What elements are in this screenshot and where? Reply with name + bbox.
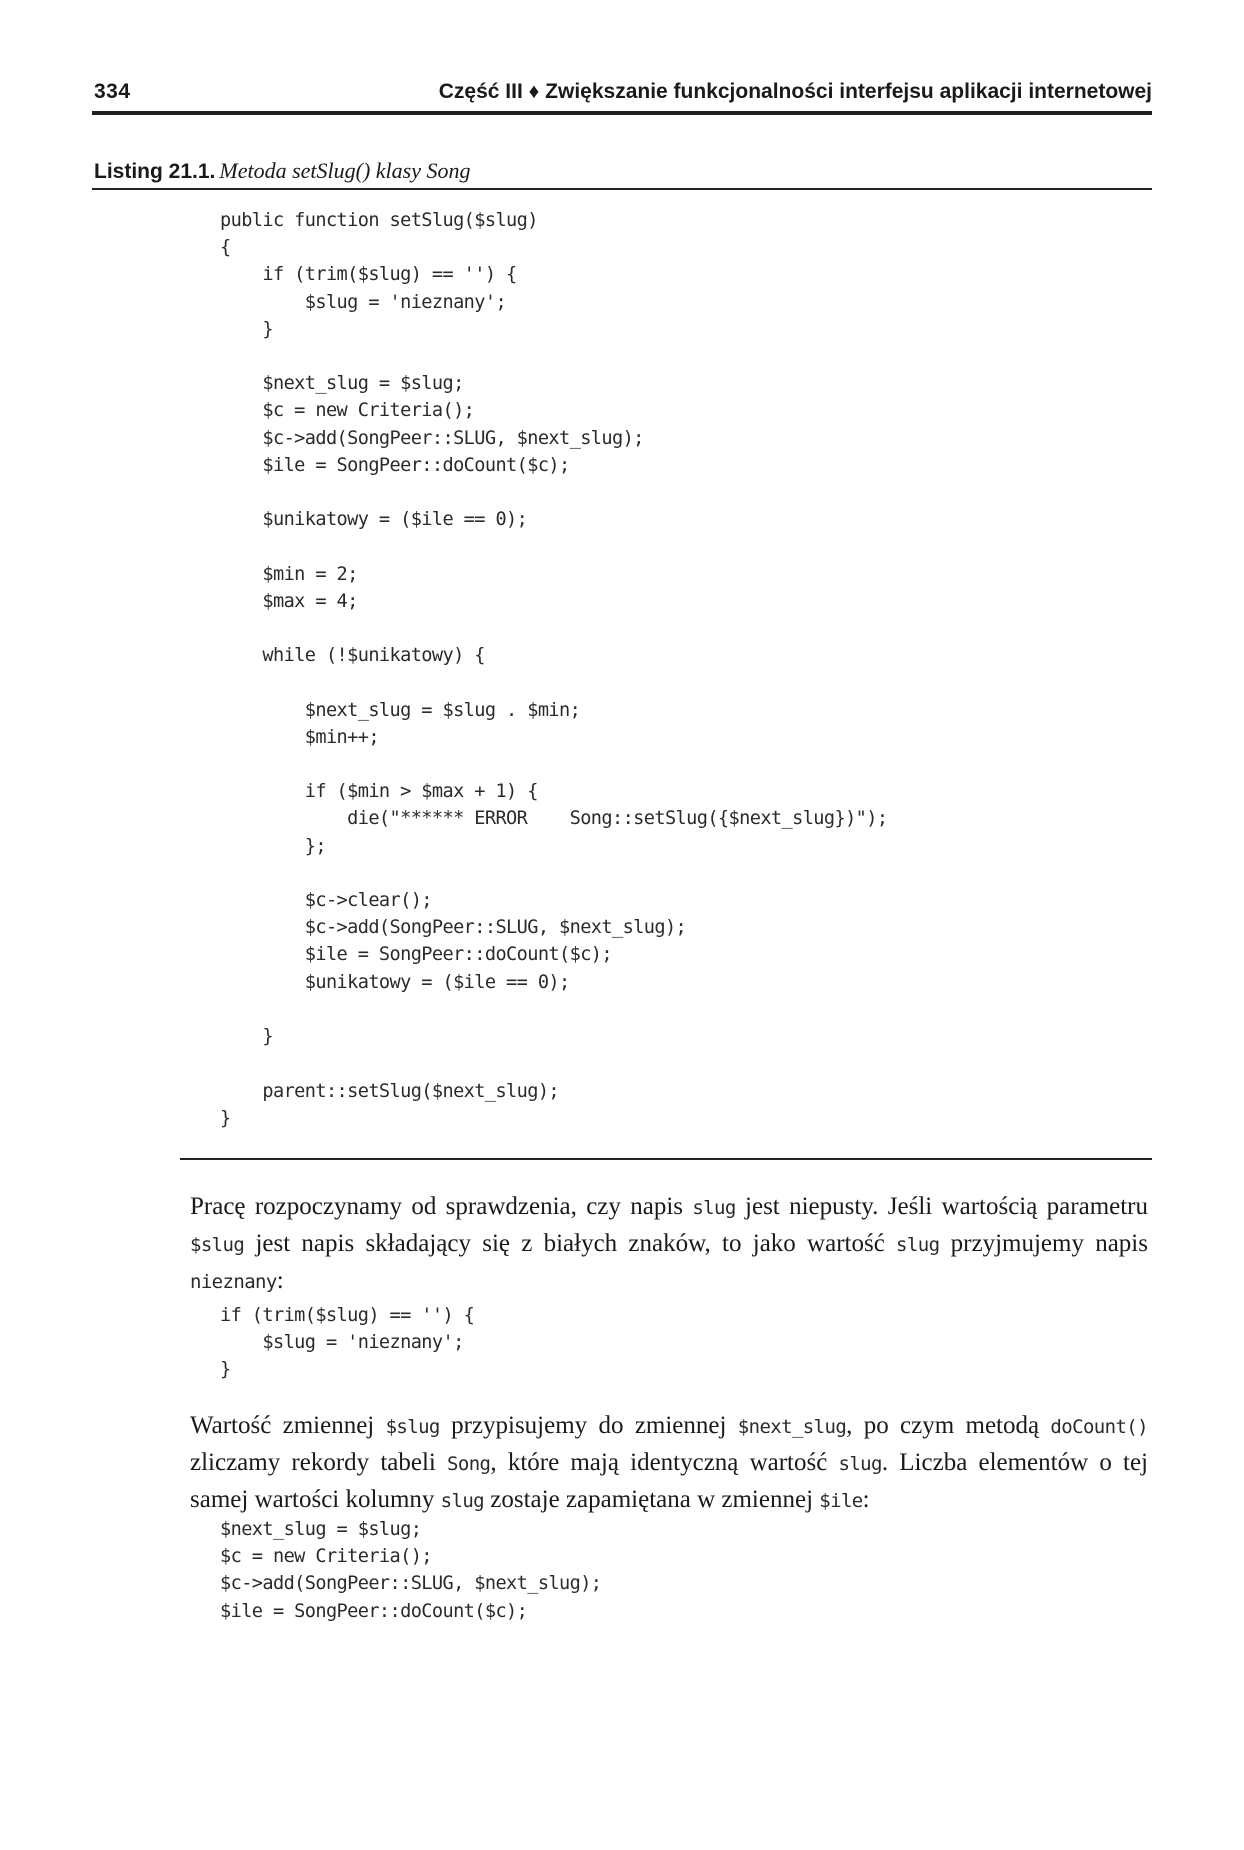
inline-code: slug bbox=[838, 1453, 882, 1475]
paragraph-text: Wartość zmiennej bbox=[190, 1412, 386, 1439]
listing-code: public function setSlug($slug) { if (trim($slug) == '') { $slug = 'nieznany'; } $next_slug = $slug; $c = new Criteria(); $c->add(SongPeer::SLUG, $next_slug); $ile = SongPeer::doCount($c); $unikatowy = ($ile == 0); $min = 2; $max = 4; while (!$unikatowy) { $next_slug = $slug . $min; $min++; if ($min > $max + 1) { die("****** ERROR Song::setSlug({$next_slug})"); }; $c->clear(); $c->add(SongPeer::SLUG, $next_slug); $ile = SongPeer::doCount($c); $unikatowy = ($ile == 0); } parent::setSlug($next_slug); } bbox=[220, 210, 888, 1129]
inline-code: Song bbox=[447, 1453, 491, 1475]
paragraph-text: , które mają identyczną wartość bbox=[490, 1449, 839, 1476]
code-snippet: if (trim($slug) == '') { $slug = 'nieznany'; } bbox=[220, 1305, 475, 1381]
inline-code: slug bbox=[896, 1234, 940, 1256]
paragraph-text: . Liczba elementów o tej samej wartości kolumny bbox=[190, 1449, 1148, 1513]
inline-code: $ile bbox=[819, 1490, 863, 1512]
inline-code: slug bbox=[440, 1490, 485, 1512]
inline-code: slug bbox=[692, 1197, 736, 1219]
paragraph-text: zostaje zapamiętana w zmiennej bbox=[484, 1486, 820, 1513]
body-paragraph bbox=[190, 1189, 1148, 1300]
inline-code: doCount() bbox=[1050, 1416, 1148, 1438]
paragraph-text: jest niepusty. Jeśli wartością parametru bbox=[735, 1193, 1149, 1220]
paragraph-text: przypisujemy do zmiennej bbox=[439, 1412, 738, 1439]
listing-caption bbox=[94, 158, 470, 184]
paragraph-text: Pracę rozpoczynamy od sprawdzenia, czy napis bbox=[190, 1193, 693, 1220]
listing-title: Metoda setSlug() klasy Song bbox=[219, 158, 471, 183]
paragraph-text: zliczamy rekordy tabeli bbox=[190, 1449, 448, 1476]
listing-top-rule bbox=[92, 188, 1152, 190]
code-snippet: $next_slug = $slug; $c = new Criteria(); $c->add(SongPeer::SLUG, $next_slug); $ile = SongPeer::doCount($c); bbox=[220, 1519, 602, 1622]
listing-bottom-rule bbox=[180, 1158, 1152, 1160]
inline-code: $next_slug bbox=[737, 1416, 847, 1438]
paragraph-text: jest napis składający się z białych znaków, to jako wartość bbox=[244, 1230, 897, 1257]
paragraph-text: : bbox=[276, 1267, 284, 1294]
inline-code: $slug bbox=[190, 1234, 245, 1256]
page-header bbox=[92, 72, 1152, 116]
paragraph-text: przyjmujemy napis bbox=[939, 1230, 1148, 1257]
paragraph-text: , po czym metodą bbox=[846, 1412, 1051, 1439]
body-paragraph bbox=[190, 1408, 1148, 1519]
running-head: Część III ♦ Zwiększanie funkcjonalności interfejsu aplikacji internetowej bbox=[438, 80, 1152, 103]
inline-code: nieznany bbox=[190, 1271, 277, 1293]
paragraph-text: : bbox=[862, 1486, 870, 1513]
listing-label: Listing 21.1. bbox=[94, 160, 216, 183]
page-number: 334 bbox=[94, 80, 131, 103]
header-rule bbox=[92, 111, 1152, 115]
inline-code: $slug bbox=[385, 1416, 440, 1438]
